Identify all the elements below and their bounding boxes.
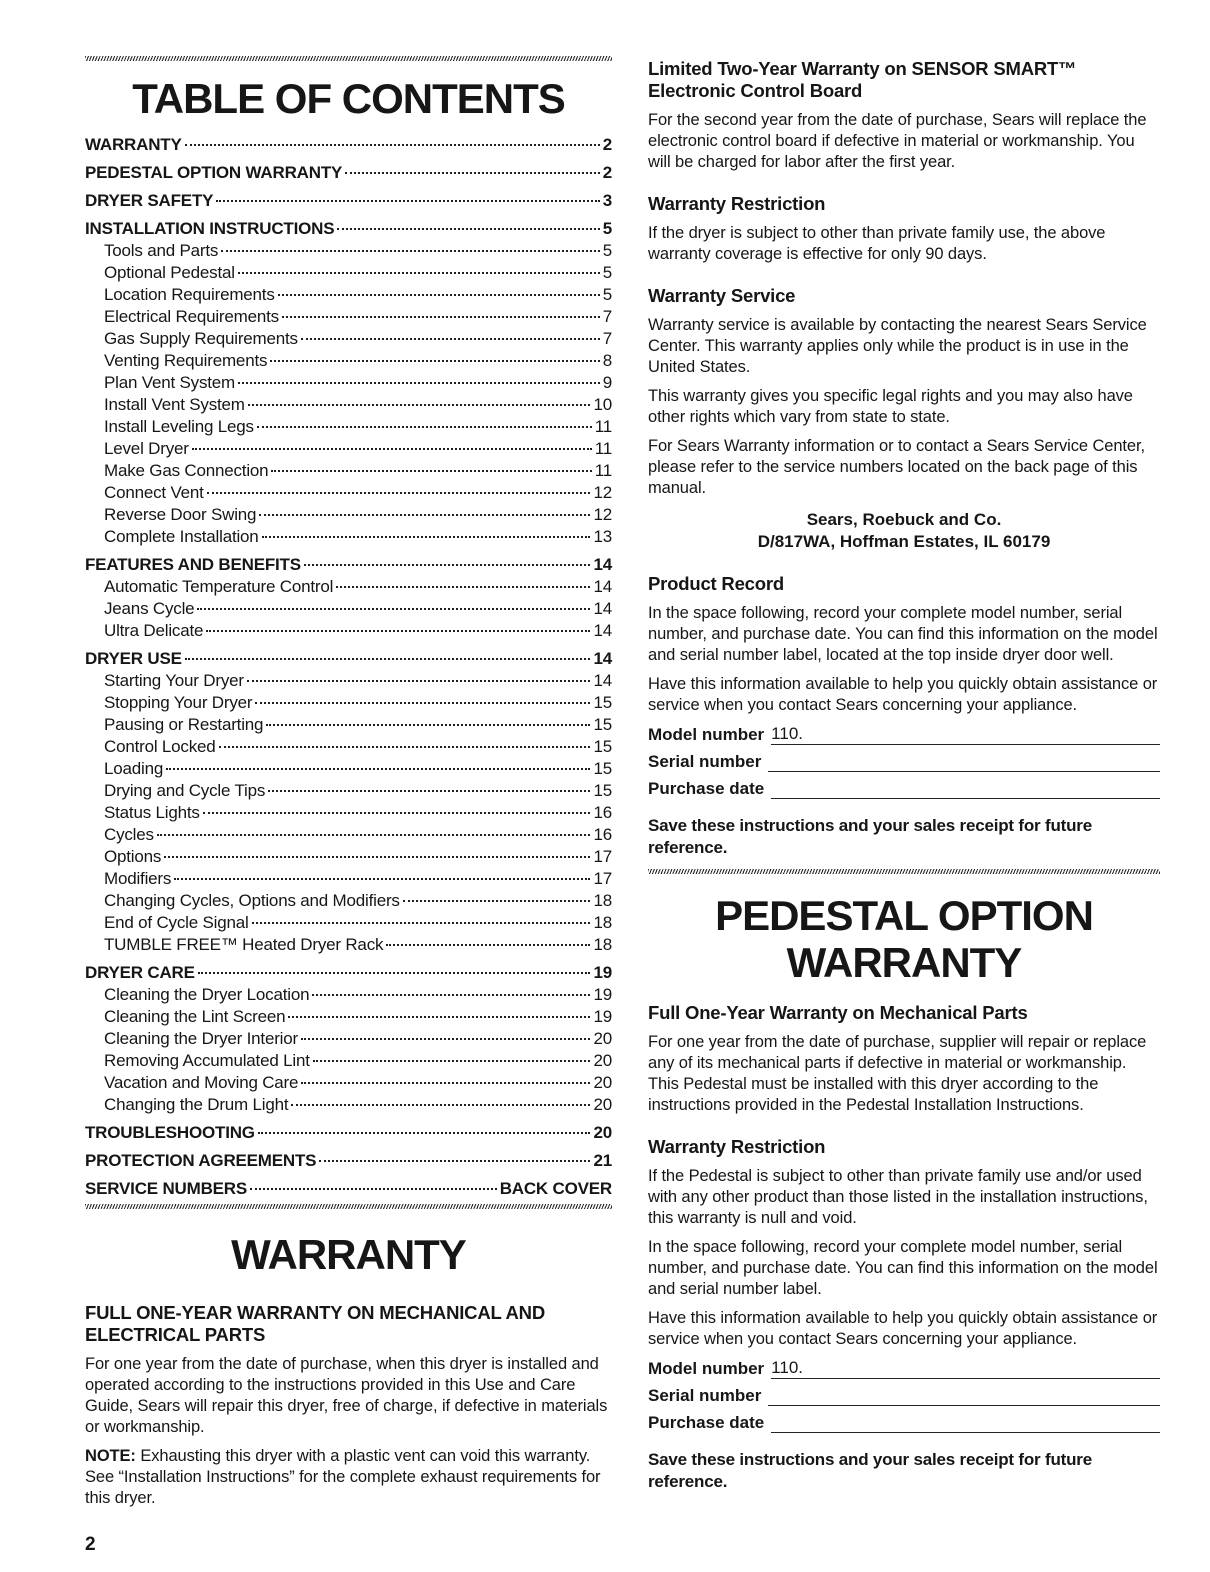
toc-entry-page: 14 — [593, 599, 612, 618]
dot-leader — [157, 834, 591, 836]
dot-leader — [174, 878, 590, 880]
toc-entry — [85, 692, 612, 714]
toc-entry-page: 15 — [593, 737, 612, 756]
field-label: Purchase date — [648, 779, 765, 798]
toc-entry — [85, 372, 612, 394]
warranty-note — [85, 1446, 612, 1509]
field-label: Serial number — [648, 1386, 762, 1405]
toc-entry-page: 7 — [602, 307, 612, 326]
product-record-form — [648, 724, 1160, 799]
toc-entry-page: 11 — [594, 461, 612, 480]
toc-entry-page: 2 — [602, 163, 612, 182]
toc-entry-label: Cleaning the Dryer Interior — [104, 1029, 298, 1048]
toc-entry — [85, 482, 612, 504]
dot-leader — [185, 144, 600, 146]
dot-leader — [301, 338, 600, 340]
field-blank-line — [771, 779, 1160, 799]
pedestal-restriction-heading: Warranty Restriction — [648, 1136, 826, 1157]
toc-entry-label: Drying and Cycle Tips — [104, 781, 266, 800]
form-field — [648, 779, 1160, 799]
field-blank-line — [771, 1413, 1160, 1433]
dot-leader — [166, 768, 590, 770]
toc-title: TABLE OF CONTENTS — [132, 75, 565, 122]
dot-leader — [247, 680, 591, 682]
dot-leader — [238, 272, 600, 274]
field-value: 110. — [771, 724, 803, 743]
toc-entry-label: Cycles — [104, 825, 154, 844]
toc-entry — [85, 1094, 612, 1116]
toc-entry-page: 18 — [593, 891, 612, 910]
toc-entry — [85, 890, 612, 912]
toc-entry-page: 15 — [593, 693, 612, 712]
toc-entry — [85, 262, 612, 284]
toc-entry — [85, 1028, 612, 1050]
pedestal-restriction-para: In the space following, record your complete model number, serial number, and purchase date. You can find this information on the model and serial number label. — [648, 1238, 1158, 1298]
toc-entry-label: Changing Cycles, Options and Modifiers — [104, 891, 400, 910]
field-blank-line — [768, 1386, 1160, 1406]
toc-entry — [85, 190, 612, 212]
warranty-service-para: This warranty gives you specific legal rights and you may also have other rights which vary from state to state. — [648, 387, 1133, 426]
toc-entry — [85, 714, 612, 736]
toc-entry-label: FEATURES AND BENEFITS — [85, 555, 301, 574]
toc-entry — [85, 758, 612, 780]
toc-entry-label: DRYER SAFETY — [85, 191, 214, 210]
toc-entry — [85, 1122, 612, 1144]
dot-leader — [301, 1038, 591, 1040]
toc-entry-label: Modifiers — [104, 869, 172, 888]
toc-entry-page: 18 — [593, 913, 612, 932]
dot-leader — [259, 514, 590, 516]
toc-entry — [85, 1178, 612, 1200]
toc-entry-page: 20 — [593, 1051, 612, 1070]
toc-entry — [85, 934, 612, 956]
pedestal-restriction-para: If the Pedestal is subject to other than private family use and/or used with any other product than those listed in the installation instructions, this warranty is null and void. — [648, 1167, 1148, 1227]
warranty-restriction-body: If the dryer is subject to other than private family use, the above warranty coverage is effective for only 90 days. — [648, 224, 1106, 263]
dot-leader — [192, 448, 592, 450]
form-field — [648, 1413, 1160, 1433]
toc-entry-page: BACK COVER — [499, 1179, 612, 1198]
dot-leader — [291, 1104, 590, 1106]
dot-leader — [258, 1132, 591, 1134]
save-instructions-note: Save these instructions and your sales receipt for future reference. — [648, 816, 1092, 857]
toc-entry-label: Control Locked — [104, 737, 216, 756]
toc-entry-label: Install Leveling Legs — [104, 417, 254, 436]
product-record-para: Have this information available to help you quickly obtain assistance or service when you contact Sears concerning your appliance. — [648, 675, 1158, 714]
toc-entry — [85, 1006, 612, 1028]
toc-entry-page: 20 — [593, 1073, 612, 1092]
dot-leader — [255, 702, 590, 704]
field-label: Serial number — [648, 752, 762, 771]
toc-entry-label: Tools and Parts — [104, 241, 219, 260]
toc-entry-label: Level Dryer — [104, 439, 189, 458]
toc-entry-page: 17 — [593, 869, 612, 888]
toc-entry-label: Complete Installation — [104, 527, 259, 546]
toc-entry-label: Gas Supply Requirements — [104, 329, 298, 348]
warranty-service-heading: Warranty Service — [648, 285, 796, 306]
toc-entry-page: 9 — [602, 373, 612, 392]
dot-leader — [197, 608, 590, 610]
toc-entry — [85, 1050, 612, 1072]
toc-entry — [85, 350, 612, 372]
toc-entry-page: 13 — [593, 527, 612, 546]
dot-leader — [312, 994, 590, 996]
toc-entry-label: Pausing or Restarting — [104, 715, 264, 734]
toc-entry-label: DRYER USE — [85, 649, 182, 668]
dot-leader — [221, 250, 600, 252]
toc-entry-label: INSTALLATION INSTRUCTIONS — [85, 219, 335, 238]
warranty-service-para: For Sears Warranty information or to contact a Sears Service Center, please refer to the service numbers located on the back page of this manual. — [648, 437, 1145, 497]
toc-entry — [85, 554, 612, 576]
toc-entry-label: Cleaning the Dryer Location — [104, 985, 310, 1004]
toc-entry-label: Optional Pedestal — [104, 263, 235, 282]
field-blank-line — [803, 1359, 1160, 1379]
dot-leader — [266, 724, 590, 726]
save-instructions-note: Save these instructions and your sales receipt for future reference. — [648, 1450, 1092, 1491]
pedestal-warranty-title: PEDESTAL OPTION WARRANTY — [715, 892, 1093, 986]
sears-address-line1: Sears, Roebuck and Co. — [806, 510, 1002, 529]
toc-entry-label: Jeans Cycle — [104, 599, 195, 618]
dot-leader — [386, 944, 590, 946]
field-blank-line — [768, 752, 1160, 772]
dot-leader — [207, 492, 591, 494]
toc-entry — [85, 1150, 612, 1172]
toc-entry-label: PEDESTAL OPTION WARRANTY — [85, 163, 343, 182]
sensor-warranty-body: For the second year from the date of purchase, Sears will replace the electronic control board if defective in material or workmanship. You will be charged for labor after the first year. — [648, 111, 1147, 171]
toc-entry-label: Options — [104, 847, 162, 866]
toc-entry-page: 19 — [593, 963, 612, 982]
dot-leader — [304, 564, 591, 566]
dot-leader — [336, 586, 590, 588]
toc-entry-label: Install Vent System — [104, 395, 245, 414]
toc-entry-label: Reverse Door Swing — [104, 505, 257, 524]
toc-entry-page: 10 — [593, 395, 612, 414]
dot-leader — [248, 404, 591, 406]
pedestal-mech-heading: Full One-Year Warranty on Mechanical Parts — [648, 1002, 1028, 1023]
dot-leader — [313, 1060, 591, 1062]
toc-entry-label: Status Lights — [104, 803, 200, 822]
toc-entry-label: Make Gas Connection — [104, 461, 269, 480]
toc-entry — [85, 736, 612, 758]
toc-entry — [85, 162, 612, 184]
warranty-restriction-heading: Warranty Restriction — [648, 193, 826, 214]
toc-entry-page: 15 — [593, 759, 612, 778]
toc-entry — [85, 504, 612, 526]
field-value: 110. — [771, 1358, 803, 1377]
dot-leader — [206, 630, 590, 632]
toc-entry-label: TUMBLE FREE™ Heated Dryer Rack — [104, 935, 384, 954]
toc-entry-page: 5 — [602, 285, 612, 304]
divider — [648, 869, 1160, 874]
dot-leader — [301, 1082, 590, 1084]
divider — [85, 56, 612, 61]
toc-entry-page: 16 — [593, 803, 612, 822]
dot-leader — [216, 200, 599, 202]
toc-entry-label: Automatic Temperature Control — [104, 577, 334, 596]
toc-entry — [85, 962, 612, 984]
toc-entry-label: Changing the Drum Light — [104, 1095, 289, 1114]
pedestal-restriction-para: Have this information available to help you quickly obtain assistance or service when you contact Sears concerning your appliance. — [648, 1309, 1158, 1348]
dot-leader — [198, 972, 591, 974]
table-of-contents — [85, 134, 612, 1200]
form-field — [648, 1386, 1160, 1406]
toc-entry-page: 14 — [593, 555, 612, 574]
toc-entry-label: DRYER CARE — [85, 963, 195, 982]
toc-entry-page: 8 — [602, 351, 612, 370]
toc-entry-page: 5 — [602, 219, 612, 238]
toc-entry-label: Cleaning the Lint Screen — [104, 1007, 286, 1026]
warranty-section-heading: FULL ONE-YEAR WARRANTY ON MECHANICAL AND ELECTRICAL PARTS — [85, 1302, 545, 1345]
field-label: Model number — [648, 1359, 765, 1378]
toc-entry — [85, 284, 612, 306]
toc-entry-label: Ultra Delicate — [104, 621, 204, 640]
toc-entry-label: Vacation and Moving Care — [104, 1073, 299, 1092]
toc-entry-label: TROUBLESHOOTING — [85, 1123, 255, 1142]
toc-entry-page: 12 — [593, 505, 612, 524]
dot-leader — [319, 1160, 590, 1162]
toc-entry-label: Connect Vent — [104, 483, 204, 502]
toc-entry — [85, 240, 612, 262]
toc-entry-page: 5 — [602, 241, 612, 260]
divider — [85, 1204, 612, 1209]
toc-entry-page: 7 — [602, 329, 612, 348]
pedestal-record-form — [648, 1358, 1160, 1433]
dot-leader — [403, 900, 591, 902]
toc-entry — [85, 648, 612, 670]
toc-entry — [85, 416, 612, 438]
sears-address — [648, 509, 1160, 553]
toc-entry-label: Venting Requirements — [104, 351, 268, 370]
toc-entry — [85, 868, 612, 890]
warranty-service-para: Warranty service is available by contacting the nearest Sears Service Center. This warranty applies only while the product is in use in the United States. — [648, 316, 1147, 376]
toc-entry — [85, 134, 612, 156]
toc-entry — [85, 912, 612, 934]
toc-entry-page: 14 — [593, 649, 612, 668]
form-field — [648, 724, 1160, 745]
toc-entry-page: 11 — [594, 417, 612, 436]
toc-entry-page: 19 — [593, 1007, 612, 1026]
toc-entry-page: 14 — [593, 577, 612, 596]
dot-leader — [337, 228, 599, 230]
product-record-heading: Product Record — [648, 573, 784, 594]
toc-entry — [85, 802, 612, 824]
toc-entry-page: 21 — [593, 1151, 612, 1170]
toc-entry — [85, 306, 612, 328]
toc-entry-page: 19 — [593, 985, 612, 1004]
toc-entry-label: Stopping Your Dryer — [104, 693, 253, 712]
dot-leader — [262, 536, 591, 538]
field-label: Purchase date — [648, 1413, 765, 1432]
toc-entry-page: 14 — [593, 671, 612, 690]
page-number: 2 — [85, 1534, 96, 1555]
toc-entry-page: 14 — [593, 621, 612, 640]
toc-entry-label: End of Cycle Signal — [104, 913, 249, 932]
toc-entry-label: SERVICE NUMBERS — [85, 1179, 247, 1198]
toc-entry — [85, 846, 612, 868]
dot-leader — [250, 1188, 497, 1190]
toc-entry-page: 16 — [593, 825, 612, 844]
toc-entry — [85, 824, 612, 846]
field-blank-line — [803, 725, 1160, 745]
toc-entry-page: 15 — [593, 781, 612, 800]
toc-entry-page: 15 — [593, 715, 612, 734]
toc-entry-label: PROTECTION AGREEMENTS — [85, 1151, 317, 1170]
dot-leader — [345, 172, 600, 174]
dot-leader — [271, 470, 591, 472]
toc-entry — [85, 438, 612, 460]
field-label: Model number — [648, 725, 765, 744]
dot-leader — [282, 316, 600, 318]
toc-entry-label: Electrical Requirements — [104, 307, 279, 326]
toc-entry-page: 20 — [593, 1029, 612, 1048]
dot-leader — [278, 294, 600, 296]
toc-entry — [85, 526, 612, 548]
toc-entry-page: 20 — [593, 1123, 612, 1142]
dot-leader — [268, 790, 590, 792]
toc-entry-page: 20 — [593, 1095, 612, 1114]
dot-leader — [270, 360, 599, 362]
warranty-paragraph: For one year from the date of purchase, when this dryer is installed and operated according to the instructions provided in this Use and Care Guide, Sears will repair this dryer, free of charge, if defective in materials or workmanship. — [85, 1355, 608, 1436]
dot-leader — [185, 658, 591, 660]
toc-entry — [85, 460, 612, 482]
toc-entry — [85, 670, 612, 692]
toc-entry-label: Removing Accumulated Lint — [104, 1051, 310, 1070]
toc-entry-page: 17 — [593, 847, 612, 866]
note-text: Exhausting this dryer with a plastic vent can void this warranty. See “Installation Instructions” for the complete exhaust requirements for this dryer. — [85, 1447, 601, 1507]
toc-entry — [85, 780, 612, 802]
sensor-warranty-heading: Limited Two-Year Warranty on SENSOR SMART™ Electronic Control Board — [648, 58, 1077, 101]
warranty-title: WARRANTY — [231, 1231, 466, 1278]
toc-entry — [85, 598, 612, 620]
toc-entry — [85, 620, 612, 642]
toc-entry-label: WARRANTY — [85, 135, 182, 154]
toc-entry — [85, 328, 612, 350]
form-field — [648, 752, 1160, 772]
pedestal-mech-body: For one year from the date of purchase, supplier will repair or replace any of its mechanical parts if defective in material or workmanship. This Pedestal must be installed with this dryer according to the instructions provided in the Pedestal Installation Instructions. — [648, 1033, 1147, 1114]
toc-entry-label: Starting Your Dryer — [104, 671, 244, 690]
toc-entry — [85, 394, 612, 416]
toc-entry-page: 12 — [593, 483, 612, 502]
toc-entry — [85, 218, 612, 240]
toc-entry-label: Plan Vent System — [104, 373, 235, 392]
toc-entry-page: 5 — [602, 263, 612, 282]
sears-address-line2: D/817WA, Hoffman Estates, IL 60179 — [757, 532, 1051, 551]
product-record-para: In the space following, record your complete model number, serial number, and purchase date. You can find this information on the model and serial number label, located at the top inside dryer door well. — [648, 604, 1158, 664]
toc-entry — [85, 576, 612, 598]
dot-leader — [288, 1016, 590, 1018]
dot-leader — [238, 382, 600, 384]
note-label: NOTE: — [85, 1447, 136, 1465]
toc-entry — [85, 984, 612, 1006]
toc-entry-page: 11 — [594, 439, 612, 458]
toc-entry-label: Loading — [104, 759, 164, 778]
left-column — [85, 52, 612, 1517]
dot-leader — [203, 812, 591, 814]
dot-leader — [164, 856, 590, 858]
form-field — [648, 1358, 1160, 1379]
toc-entry — [85, 1072, 612, 1094]
dot-leader — [219, 746, 591, 748]
dot-leader — [257, 426, 592, 428]
right-column — [648, 52, 1160, 1517]
dot-leader — [252, 922, 591, 924]
toc-entry-page: 18 — [593, 935, 612, 954]
toc-entry-page: 3 — [602, 191, 612, 210]
toc-entry-page: 2 — [602, 135, 612, 154]
toc-entry-label: Location Requirements — [104, 285, 275, 304]
